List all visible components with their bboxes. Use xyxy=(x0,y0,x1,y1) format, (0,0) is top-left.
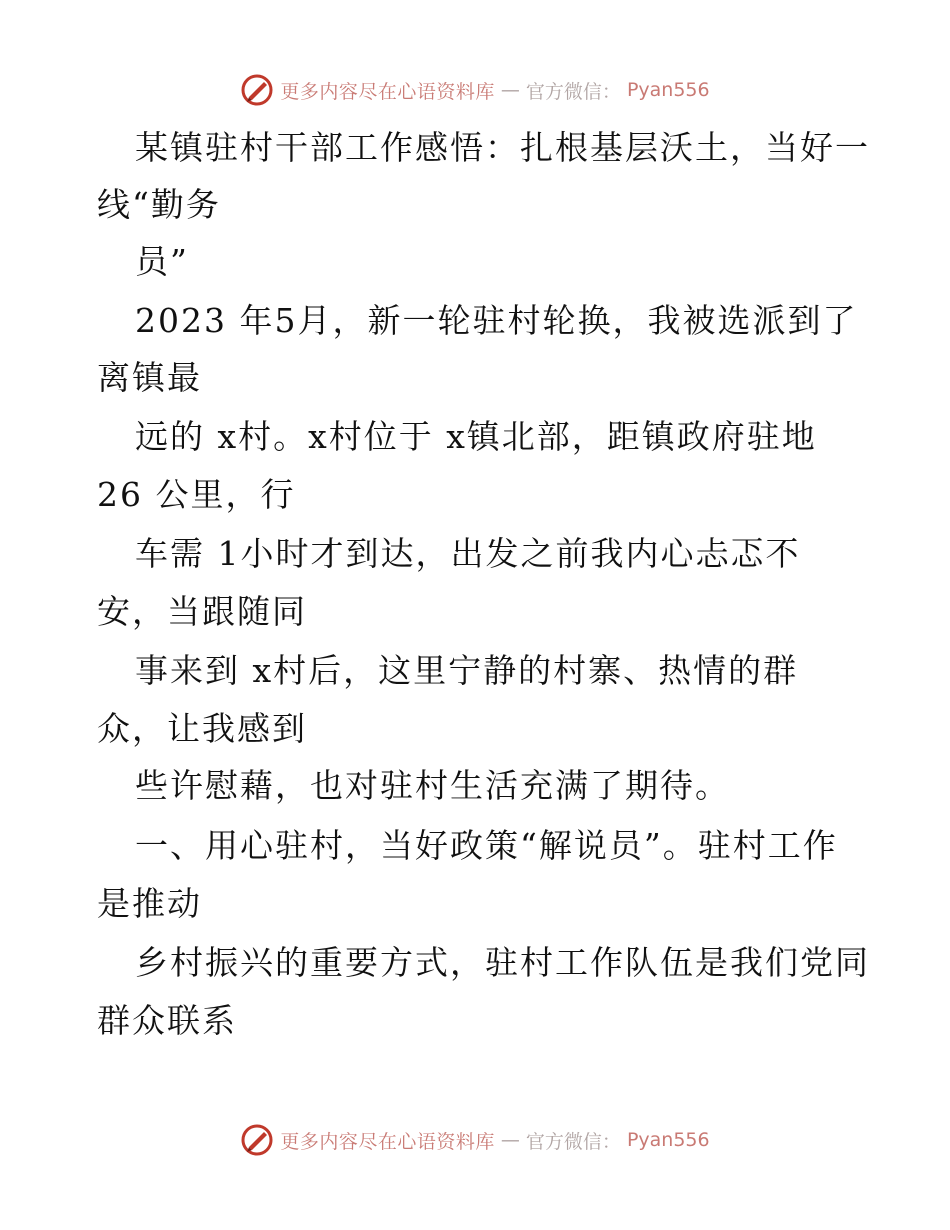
body-line: 26 公里，行 xyxy=(97,475,296,514)
body-line: 众，让我感到 xyxy=(97,709,307,748)
header-watermark xyxy=(0,70,950,110)
watermark-contact-id: Pyan556 xyxy=(626,79,710,101)
body-line: 员” xyxy=(135,242,189,281)
body-line: 远的 x村。x村位于 x镇北部，距镇政府驻地 xyxy=(135,417,817,456)
body-line: 线“勤务 xyxy=(97,185,221,224)
body-line: 2023 年5月，新一轮驻村轮换，我被选派到了 xyxy=(135,301,858,340)
watermark-contact-label: 官方微信： xyxy=(525,1130,621,1153)
body-line: 一、用心驻村，当好政策“解说员”。驻村工作 xyxy=(135,826,838,865)
brand-logo-icon xyxy=(240,1123,274,1157)
watermark-contact-id: Pyan556 xyxy=(626,1129,710,1151)
watermark-brand: 更多内容尽在心语资料库 xyxy=(280,80,495,103)
brand-logo-icon xyxy=(240,73,274,107)
body-line: 车需 1小时才到达，出发之前我内心忐忑不 xyxy=(135,534,801,573)
watermark-dash: — xyxy=(500,79,520,101)
body-line: 群众联系 xyxy=(97,1001,237,1040)
body-line: 安，当跟随同 xyxy=(97,592,307,631)
body-line: 些许慰藉，也对驻村生活充满了期待。 xyxy=(135,766,730,805)
body-line: 某镇驻村干部工作感悟：扎根基层沃土，当好一 xyxy=(135,128,870,167)
body-line: 是推动 xyxy=(97,884,202,923)
watermark-dash: — xyxy=(500,1129,520,1151)
watermark-contact-label: 官方微信： xyxy=(525,80,621,103)
watermark-brand: 更多内容尽在心语资料库 xyxy=(280,1130,495,1153)
body-line: 事来到 x村后，这里宁静的村寨、热情的群 xyxy=(135,651,799,690)
body-line: 乡村振兴的重要方式，驻村工作队伍是我们党同 xyxy=(135,943,870,982)
body-line: 离镇最 xyxy=(97,358,202,397)
footer-watermark xyxy=(0,1120,950,1160)
